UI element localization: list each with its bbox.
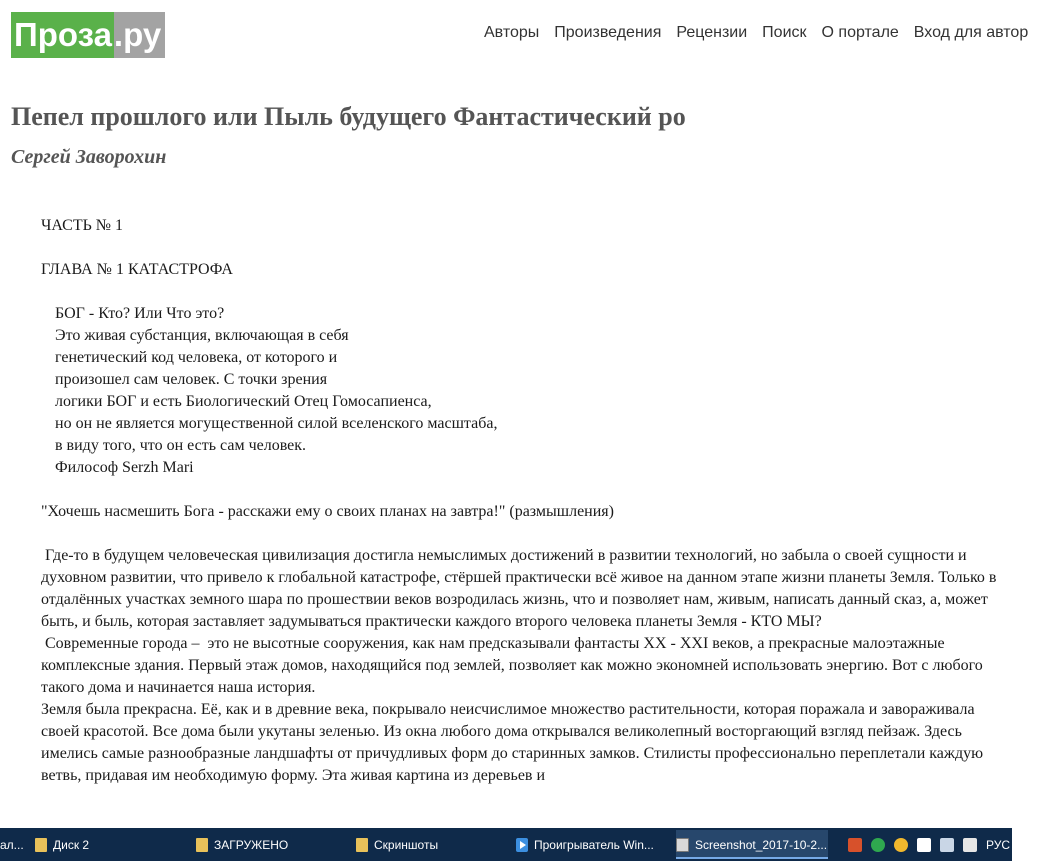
taskbar: [0, 828, 1012, 861]
image-viewer-icon: [676, 838, 689, 852]
security-icon[interactable]: [917, 838, 931, 852]
taskbar-item-disk2[interactable]: [35, 830, 187, 859]
epigraph-line: логики БОГ и есть Биологический Отец Гомосапиенса,: [55, 393, 432, 410]
nav-reviews[interactable]: Рецензии: [676, 24, 748, 41]
taskbar-item-label: Проигрыватель Win...: [534, 837, 654, 852]
green-shield-icon[interactable]: [871, 838, 885, 852]
active-indicator: [676, 857, 828, 859]
taskbar-item-label: ЗАГРУЖЕНО: [214, 837, 289, 852]
taskbar-item-media-player[interactable]: [516, 830, 668, 859]
taskbar-item-screenshot-viewer[interactable]: [676, 830, 828, 859]
epigraph-attribution: Философ Serzh Mari: [55, 459, 194, 476]
app-tray-icon[interactable]: [848, 838, 862, 852]
folder-icon: [356, 838, 368, 852]
taskbar-item-label: Диск 2: [53, 837, 90, 852]
yellow-app-icon[interactable]: [894, 838, 908, 852]
work-text: [41, 215, 1006, 787]
nav-login[interactable]: Вход для автор: [913, 24, 1029, 41]
epigraph-line: в виду того, что он есть сам человек.: [55, 437, 307, 454]
network-icon[interactable]: [940, 838, 954, 852]
prose: [41, 545, 999, 787]
part-heading: ЧАСТЬ № 1: [41, 217, 124, 234]
chapter-heading: ГЛАВА № 1 КАТАСТРОФА: [41, 261, 233, 278]
nav-search[interactable]: Поиск: [762, 24, 807, 41]
logo-main-text: Проза: [11, 12, 114, 58]
epigraph-line: генетический код человека, от которого и: [55, 349, 338, 366]
language-indicator[interactable]: РУС: [985, 837, 1010, 852]
paragraph: Современные города – это не высотные сооружения, как нам предсказывали фантасты XX - XXI веков, а прекрасные малоэтажные комплексные здания. Первый этаж домов, находящийся под землей, позволяет как можно экономней использовать энергию. Вот с любого такого дома и начинается наша история.: [41, 635, 987, 696]
system-tray: [848, 828, 1012, 861]
work-title: Пепел прошлого или Пыль будущего Фантастический ро: [11, 102, 686, 131]
taskbar-item-downloads[interactable]: [196, 830, 348, 859]
epigraph-line: БОГ - Кто? Или Что это?: [55, 305, 225, 322]
epigraph: [41, 303, 1006, 479]
taskbar-item-explorer[interactable]: [0, 830, 22, 859]
paragraph: Земля была прекрасна. Её, как и в древние века, покрывало неисчислимое множество растительности, которая поражала и завораживала своей красотой. Все дома были укутаны зеленью. Из окна любого дома открывался великолепный восторгающий взгляд пейзаж. Здесь имелись самые разнообразные ландшафты от причудливых форм до старинных замков. Стилисты профессионально переплетали каждую ветвь, придавая им необходимую форму. Эта живая картина из деревьев и: [41, 701, 984, 784]
site-header: [0, 0, 1029, 70]
epigraph-line: Это живая субстанция, включающая в себя: [55, 327, 349, 344]
epigraph-line: произошел сам человек. С точки зрения: [55, 371, 328, 388]
taskbar-item-label: Скриншоты: [374, 837, 439, 852]
folder-icon: [35, 838, 47, 852]
folder-icon: [196, 838, 208, 852]
nav-about[interactable]: О портале: [821, 24, 899, 41]
quote: "Хочешь насмешить Бога - расскажи ему о своих планах на завтра!" (размышления): [41, 503, 614, 520]
site-logo[interactable]: [11, 12, 165, 58]
nav-authors[interactable]: Авторы: [484, 24, 540, 41]
paragraph: Где-то в будущем человеческая цивилизация достигла немыслимых достижений в развитии технологий, но забыла о своей сущности и духовном развитии, что привело к глобальной катастрофе, стёршей практически всё живое на данном этапе жизни планеты Земля. Только в отдалённых участках земного шара по прошествии веков возродилась жизнь, что и позволяет нам, живым, написать данный сказ, а, может быть, и быль, которая заставляет задумываться практически каждого второго человека планеты Земля - КТО МЫ?: [41, 547, 1001, 630]
taskbar-item-screenshots[interactable]: [356, 830, 508, 859]
main-nav: [484, 22, 1043, 44]
logo-domain-text: .ру: [114, 12, 165, 58]
volume-icon[interactable]: [963, 838, 977, 852]
media-player-icon: [516, 838, 528, 852]
epigraph-line: но он не является могущественной силой вселенского масштаба,: [55, 415, 498, 432]
nav-works[interactable]: Произведения: [554, 24, 662, 41]
taskbar-item-label: ал...: [0, 837, 24, 852]
taskbar-item-label: Screenshot_2017-10-2...: [695, 837, 828, 852]
author-link[interactable]: Сергей Заворохин: [11, 146, 167, 168]
